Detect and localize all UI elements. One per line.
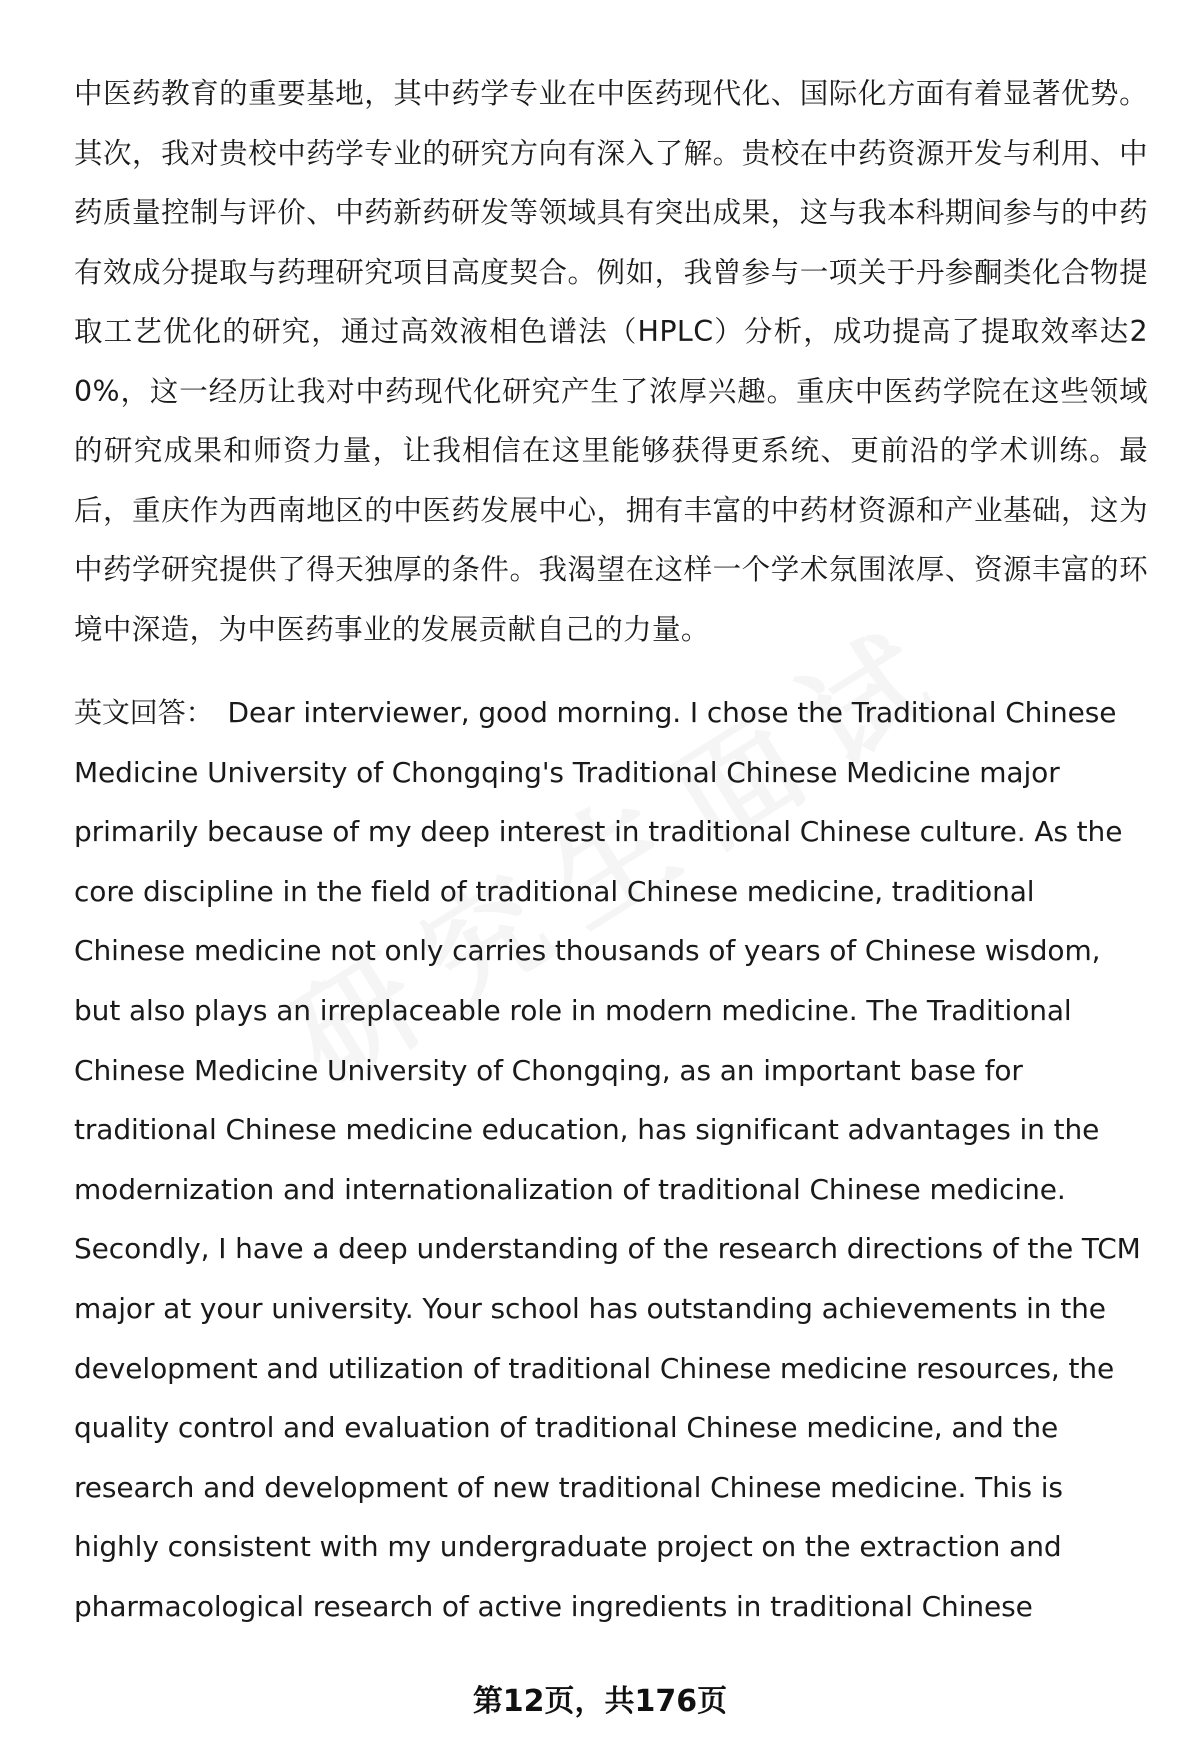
english-answer-text: Dear interviewer, good morning. I chose the Traditional Chinese Medicine University of Chongqing's Traditional Chinese Medicine major primarily because of my deep interest in traditional Chinese culture. As the core discipline in the field of traditional Chinese medicine, traditional Chinese medicine not only carries thousands of years of Chinese wisdom, but also plays an irreplaceable role in modern medicine. The Traditional Chinese Medicine University of Chongqing, as an important base for traditional Chinese medicine education, has significant advantages in the modernization and internationalization of traditional Chinese medicine. Secondly, I have a deep understanding of the research directions of the TCM major at your university. Your school has outstanding achievements in the development and utilization of traditional Chinese medicine resources, the quality control and evaluation of traditional Chinese medicine, and the research and development of new traditional Chinese medicine. This is highly consistent with my undergraduate project on the extraction and pharmacological research of active ingredients in traditional Chinese [74,696,1141,1623]
english-answer-paragraph [74,683,1148,1637]
chinese-answer-paragraph: 中医药教育的重要基地，其中药学专业在中医药现代化、国际化方面有着显著优势。其次，我对贵校中药学专业的研究方向有深入了解。贵校在中药资源开发与利用、中药质量控制与评价、中药新药研发等领域具有突出成果，这与我本科期间参与的中药有效成分提取与药理研究项目高度契合。例如，我曾参与一项关于丹参酮类化合物提取工艺优化的研究，通过高效液相色谱法（HPLC）分析，成功提高了提取效率达20%，这一经历让我对中药现代化研究产生了浓厚兴趣。重庆中医药学院在这些领域的研究成果和师资力量，让我相信在这里能够获得更系统、更前沿的学术训练。最后，重庆作为西南地区的中医药发展中心，拥有丰富的中药材资源和产业基础，这为中药学研究提供了得天独厚的条件。我渴望在这样一个学术氛围浓厚、资源丰富的环境中深造，为中医药事业的发展贡献自己的力量。 [74,77,1148,646]
english-answer-label: 英文回答： [74,696,214,729]
page-number: 第12页，共176页 [472,1684,728,1719]
page-content [74,64,1148,1637]
